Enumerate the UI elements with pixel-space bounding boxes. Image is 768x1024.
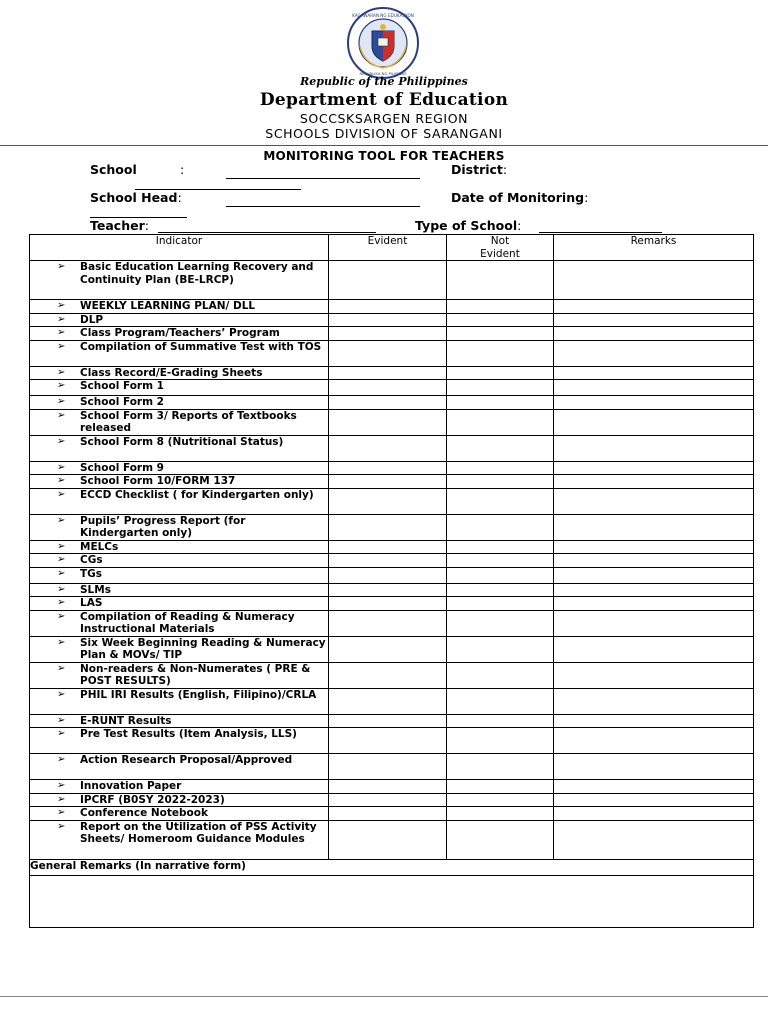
arrow-bullet-icon: ➢ <box>57 688 66 700</box>
arrow-bullet-icon: ➢ <box>57 780 66 791</box>
evident-cell[interactable] <box>329 461 447 475</box>
indicator-item <box>30 541 328 554</box>
not-evident-cell[interactable] <box>447 597 554 611</box>
indicator-cell <box>30 340 329 366</box>
table-row <box>30 688 754 714</box>
type-of-school-label: Type of School: <box>415 218 522 233</box>
evident-cell[interactable] <box>329 793 447 807</box>
not-evident-cell[interactable] <box>447 461 554 475</box>
table-row <box>30 514 754 540</box>
table-row <box>30 754 754 780</box>
arrow-bullet-icon: ➢ <box>57 396 66 407</box>
evident-cell[interactable] <box>329 514 447 540</box>
division-heading: SCHOOLS DIVISION OF SARANGANI <box>265 126 503 141</box>
indicator-label: PHIL IRI Results (English, Filipino)/CRLA <box>80 688 317 701</box>
remarks-cell[interactable] <box>554 636 754 662</box>
table-row <box>30 435 754 461</box>
arrow-bullet-icon: ➢ <box>57 820 66 832</box>
arrow-bullet-icon: ➢ <box>57 327 66 338</box>
indicator-cell <box>30 435 329 461</box>
table-row <box>30 380 754 396</box>
not-evident-cell[interactable] <box>447 380 554 396</box>
type-of-school-field-line[interactable] <box>539 232 662 233</box>
evident-cell[interactable] <box>329 409 447 435</box>
not-evident-cell[interactable] <box>447 728 554 754</box>
date-of-monitoring-label: Date of Monitoring: <box>451 190 589 205</box>
remarks-cell[interactable] <box>554 396 754 410</box>
table-row <box>30 313 754 327</box>
indicator-cell <box>30 313 329 327</box>
evident-cell[interactable] <box>329 567 447 583</box>
indicator-item <box>30 300 328 313</box>
monitoring-table-container <box>29 234 753 928</box>
remarks-cell[interactable] <box>554 754 754 780</box>
indicator-label: MELCs <box>80 540 119 553</box>
evident-cell[interactable] <box>329 313 447 327</box>
indicator-cell <box>30 540 329 554</box>
not-evident-cell[interactable] <box>447 807 554 821</box>
arrow-bullet-icon: ➢ <box>57 754 66 765</box>
indicator-label: LAS <box>80 597 103 609</box>
remarks-cell[interactable] <box>554 610 754 636</box>
indicator-cell <box>30 610 329 636</box>
indicator-label: School Form 10/FORM 137 <box>80 475 236 487</box>
indicator-cell <box>30 662 329 688</box>
evident-cell[interactable] <box>329 540 447 554</box>
evident-cell[interactable] <box>329 300 447 314</box>
indicator-cell <box>30 554 329 568</box>
evident-cell[interactable] <box>329 728 447 754</box>
indicator-cell <box>30 380 329 396</box>
not-evident-cell[interactable] <box>447 514 554 540</box>
arrow-bullet-icon: ➢ <box>57 340 66 352</box>
remarks-cell[interactable] <box>554 807 754 821</box>
not-evident-cell[interactable] <box>447 488 554 514</box>
district-label: District: <box>451 162 508 177</box>
indicator-cell <box>30 820 329 859</box>
remarks-cell[interactable] <box>554 461 754 475</box>
indicator-label: DLP <box>80 313 104 326</box>
indicator-label: Pre Test Results (Item Analysis, LLS) <box>80 728 297 740</box>
not-evident-cell[interactable] <box>447 662 554 688</box>
not-evident-cell[interactable] <box>447 313 554 327</box>
arrow-bullet-icon: ➢ <box>57 540 66 552</box>
table-row <box>30 610 754 636</box>
not-evident-cell[interactable] <box>447 554 554 568</box>
indicator-item <box>30 436 328 449</box>
not-evident-cell[interactable] <box>447 340 554 366</box>
indicator-item <box>30 754 328 767</box>
school-field-line[interactable] <box>226 178 420 179</box>
remarks-cell[interactable] <box>554 340 754 366</box>
svg-text:KAGAWARAN NG EDUKASYON: KAGAWARAN NG EDUKASYON <box>352 13 414 18</box>
remarks-cell[interactable] <box>554 313 754 327</box>
indicator-item <box>30 462 328 475</box>
arrow-bullet-icon: ➢ <box>57 261 66 272</box>
indicator-cell <box>30 461 329 475</box>
not-evident-cell[interactable] <box>447 714 554 728</box>
not-evident-cell[interactable] <box>447 754 554 780</box>
indicator-item <box>30 780 328 793</box>
indicator-item <box>30 597 328 610</box>
indicator-cell <box>30 807 329 821</box>
not-evident-cell[interactable] <box>447 688 554 714</box>
indicator-item <box>30 821 328 846</box>
evident-cell[interactable] <box>329 597 447 611</box>
arrow-bullet-icon: ➢ <box>57 366 66 378</box>
indicator-label: Report on the Utilization of PSS Activity Sheets/ Homeroom Guidance Modules <box>80 820 317 845</box>
not-evident-cell[interactable] <box>447 366 554 380</box>
indicator-cell <box>30 475 329 489</box>
indicator-cell <box>30 300 329 314</box>
table-row <box>30 636 754 662</box>
arrow-bullet-icon: ➢ <box>57 554 66 565</box>
indicator-item <box>30 489 328 502</box>
evident-cell[interactable] <box>329 475 447 489</box>
not-evident-cell[interactable] <box>447 610 554 636</box>
remarks-cell[interactable] <box>554 820 754 859</box>
school-label: School <box>90 162 137 177</box>
arrow-bullet-icon: ➢ <box>57 475 66 486</box>
not-evident-cell[interactable] <box>447 567 554 583</box>
table-row <box>30 820 754 859</box>
table-row <box>30 488 754 514</box>
table-row <box>30 327 754 341</box>
indicator-item <box>30 341 328 354</box>
indicator-cell <box>30 780 329 794</box>
table-row <box>30 807 754 821</box>
evident-cell[interactable] <box>329 807 447 821</box>
indicator-label: School Form 3/ Reports of Textbooks released <box>80 409 297 434</box>
not-evident-cell[interactable] <box>447 780 554 794</box>
indicator-item <box>30 807 328 820</box>
table-row <box>30 714 754 728</box>
not-evident-cell[interactable] <box>447 409 554 435</box>
indicator-label: Innovation Paper <box>80 780 182 792</box>
column-header-evident: Evident <box>329 235 447 261</box>
table-row <box>30 461 754 475</box>
svg-text:REPUBLIKA NG PILIPINAS: REPUBLIKA NG PILIPINAS <box>359 71 407 76</box>
table-row <box>30 662 754 688</box>
indicator-cell <box>30 714 329 728</box>
table-row <box>30 583 754 597</box>
arrow-bullet-icon: ➢ <box>57 583 66 595</box>
indicator-item <box>30 728 328 741</box>
school-head-field-line[interactable] <box>226 206 420 207</box>
not-evident-cell[interactable] <box>447 396 554 410</box>
header-divider <box>0 145 768 146</box>
evident-cell[interactable] <box>329 340 447 366</box>
not-evident-cell[interactable] <box>447 820 554 859</box>
evident-cell[interactable] <box>329 396 447 410</box>
general-remarks-label: General Remarks (In narrative form) <box>30 859 754 875</box>
indicator-label: School Form 9 <box>80 461 164 474</box>
indicator-label: School Form 1 <box>80 380 164 392</box>
teacher-field-line[interactable] <box>158 232 376 233</box>
evident-cell[interactable] <box>329 435 447 461</box>
indicator-item <box>30 327 328 340</box>
indicator-item <box>30 715 328 728</box>
indicator-cell <box>30 567 329 583</box>
arrow-bullet-icon: ➢ <box>57 597 66 608</box>
indicator-label: WEEKLY LEARNING PLAN/ DLL <box>80 300 256 312</box>
indicator-label: Class Record/E-Grading Sheets <box>80 366 263 379</box>
arrow-bullet-icon: ➢ <box>57 461 66 473</box>
remarks-cell[interactable] <box>554 780 754 794</box>
department-heading: Department of Education <box>259 90 509 110</box>
page-bottom-divider <box>0 996 768 997</box>
not-evident-cell[interactable] <box>447 540 554 554</box>
not-evident-cell[interactable] <box>447 435 554 461</box>
indicator-item <box>30 584 328 597</box>
arrow-bullet-icon: ➢ <box>57 807 66 818</box>
indicator-cell <box>30 261 329 300</box>
remarks-cell[interactable] <box>554 475 754 489</box>
evident-cell[interactable] <box>329 380 447 396</box>
evident-cell[interactable] <box>329 610 447 636</box>
indicator-cell <box>30 583 329 597</box>
not-evident-cell[interactable] <box>447 327 554 341</box>
evident-cell[interactable] <box>329 714 447 728</box>
remarks-cell[interactable] <box>554 554 754 568</box>
not-evident-cell[interactable] <box>447 636 554 662</box>
indicator-cell <box>30 488 329 514</box>
indicator-item <box>30 475 328 488</box>
remarks-cell[interactable] <box>554 261 754 300</box>
arrow-bullet-icon: ➢ <box>57 488 66 500</box>
table-row <box>30 396 754 410</box>
evident-cell[interactable] <box>329 583 447 597</box>
indicator-label: E-RUNT Results <box>80 714 172 727</box>
school-head-label: School Head: <box>90 190 182 205</box>
indicator-cell <box>30 728 329 754</box>
table-row <box>30 540 754 554</box>
general-remarks-label-row <box>30 859 754 875</box>
evident-cell[interactable] <box>329 554 447 568</box>
indicator-label: Conference Notebook <box>80 807 208 819</box>
indicator-label: SLMs <box>80 583 111 596</box>
indicator-label: Action Research Proposal/Approved <box>80 754 293 766</box>
indicator-cell <box>30 327 329 341</box>
table-row <box>30 475 754 489</box>
remarks-cell[interactable] <box>554 300 754 314</box>
column-header-remarks: Remarks <box>554 235 754 261</box>
not-evident-cell[interactable] <box>447 261 554 300</box>
teacher-label: Teacher: <box>90 218 149 233</box>
arrow-bullet-icon: ➢ <box>57 313 66 325</box>
indicator-label: IPCRF (B0SY 2022-2023) <box>80 793 225 806</box>
indicator-item <box>30 515 328 540</box>
indicator-label: ECCD Checklist ( for Kindergarten only) <box>80 488 314 501</box>
arrow-bullet-icon: ➢ <box>57 300 66 311</box>
table-row <box>30 554 754 568</box>
remarks-cell[interactable] <box>554 793 754 807</box>
remarks-cell[interactable] <box>554 435 754 461</box>
indicator-cell <box>30 366 329 380</box>
remarks-cell[interactable] <box>554 380 754 396</box>
indicator-label: Compilation of Summative Test with TOS <box>80 340 322 353</box>
table-row <box>30 366 754 380</box>
arrow-bullet-icon: ➢ <box>57 567 66 579</box>
indicator-item <box>30 794 328 807</box>
arrow-bullet-icon: ➢ <box>57 610 66 622</box>
remarks-cell[interactable] <box>554 583 754 597</box>
arrow-bullet-icon: ➢ <box>57 409 66 421</box>
remarks-cell[interactable] <box>554 662 754 688</box>
table-row <box>30 728 754 754</box>
evident-cell[interactable] <box>329 820 447 859</box>
indicator-label: Compilation of Reading & Numeracy Instructional Materials <box>80 610 295 635</box>
remarks-cell[interactable] <box>554 597 754 611</box>
remarks-cell[interactable] <box>554 488 754 514</box>
indicator-item <box>30 611 328 636</box>
remarks-cell[interactable] <box>554 728 754 754</box>
indicator-label: School Form 2 <box>80 396 164 408</box>
indicator-label: Class Program/Teachers’ Program <box>80 327 280 339</box>
general-remarks-row <box>30 875 754 927</box>
not-evident-cell[interactable] <box>447 300 554 314</box>
indicator-label: TGs <box>80 567 103 580</box>
column-header-indicator: Indicator <box>30 235 329 261</box>
school-colon: : <box>180 162 185 177</box>
indicator-item <box>30 568 328 581</box>
indicator-item <box>30 261 328 286</box>
remarks-cell[interactable] <box>554 327 754 341</box>
republic-heading: Republic of the Philippines <box>300 75 468 88</box>
evident-cell[interactable] <box>329 636 447 662</box>
arrow-bullet-icon: ➢ <box>57 636 66 648</box>
arrow-bullet-icon: ➢ <box>57 435 66 447</box>
evident-cell[interactable] <box>329 488 447 514</box>
table-row <box>30 780 754 794</box>
table-row <box>30 597 754 611</box>
remarks-cell[interactable] <box>554 409 754 435</box>
arrow-bullet-icon: ➢ <box>57 793 66 805</box>
indicator-cell <box>30 514 329 540</box>
indicator-label: Basic Education Learning Recovery and Continuity Plan (BE-LRCP) <box>80 261 314 286</box>
table-row <box>30 409 754 435</box>
not-evident-cell[interactable] <box>447 475 554 489</box>
evident-cell[interactable] <box>329 327 447 341</box>
deped-seal-logo <box>346 6 420 80</box>
indicator-label: Six Week Beginning Reading & Numeracy Plan & MOVs/ TIP <box>80 636 326 661</box>
indicator-item <box>30 663 328 688</box>
document-title: MONITORING TOOL FOR TEACHERS <box>263 149 505 163</box>
not-evident-cell[interactable] <box>447 583 554 597</box>
evident-cell[interactable] <box>329 261 447 300</box>
indicator-cell <box>30 597 329 611</box>
indicator-label: Pupils’ Progress Report (for Kindergarten only) <box>80 514 246 539</box>
region-heading: SOCCSKSARGEN REGION <box>299 111 469 126</box>
indicator-label: Non-readers & Non-Numerates ( PRE & POST RESULTS) <box>80 662 311 687</box>
table-row <box>30 793 754 807</box>
arrow-bullet-icon: ➢ <box>57 728 66 739</box>
arrow-bullet-icon: ➢ <box>57 662 66 674</box>
indicator-cell <box>30 688 329 714</box>
indicator-item <box>30 367 328 380</box>
indicator-cell <box>30 636 329 662</box>
column-header-not-evident: Not Evident <box>447 235 554 261</box>
table-row <box>30 567 754 583</box>
table-row <box>30 340 754 366</box>
indicator-cell <box>30 754 329 780</box>
general-remarks-box[interactable] <box>30 875 754 927</box>
table-row <box>30 261 754 300</box>
evident-cell[interactable] <box>329 780 447 794</box>
table-row <box>30 300 754 314</box>
table-header-row <box>30 235 754 261</box>
evident-cell[interactable] <box>329 688 447 714</box>
evident-cell[interactable] <box>329 754 447 780</box>
indicator-item <box>30 410 328 435</box>
monitoring-table <box>29 234 754 928</box>
arrow-bullet-icon: ➢ <box>57 380 66 391</box>
remarks-cell[interactable] <box>554 688 754 714</box>
indicator-item <box>30 380 328 393</box>
indicator-item <box>30 314 328 327</box>
evident-cell[interactable] <box>329 366 447 380</box>
indicator-cell <box>30 409 329 435</box>
not-evident-cell[interactable] <box>447 793 554 807</box>
indicator-label: School Form 8 (Nutritional Status) <box>80 435 284 448</box>
arrow-bullet-icon: ➢ <box>57 714 66 726</box>
remarks-cell[interactable] <box>554 514 754 540</box>
remarks-cell[interactable] <box>554 540 754 554</box>
indicator-label: CGs <box>80 554 103 566</box>
arrow-bullet-icon: ➢ <box>57 514 66 526</box>
indicator-item <box>30 396 328 409</box>
indicator-cell <box>30 793 329 807</box>
indicator-cell <box>30 396 329 410</box>
evident-cell[interactable] <box>329 662 447 688</box>
remarks-cell[interactable] <box>554 567 754 583</box>
indicator-item <box>30 637 328 662</box>
remarks-cell[interactable] <box>554 366 754 380</box>
indicator-item <box>30 554 328 567</box>
indicator-item <box>30 689 328 702</box>
remarks-cell[interactable] <box>554 714 754 728</box>
